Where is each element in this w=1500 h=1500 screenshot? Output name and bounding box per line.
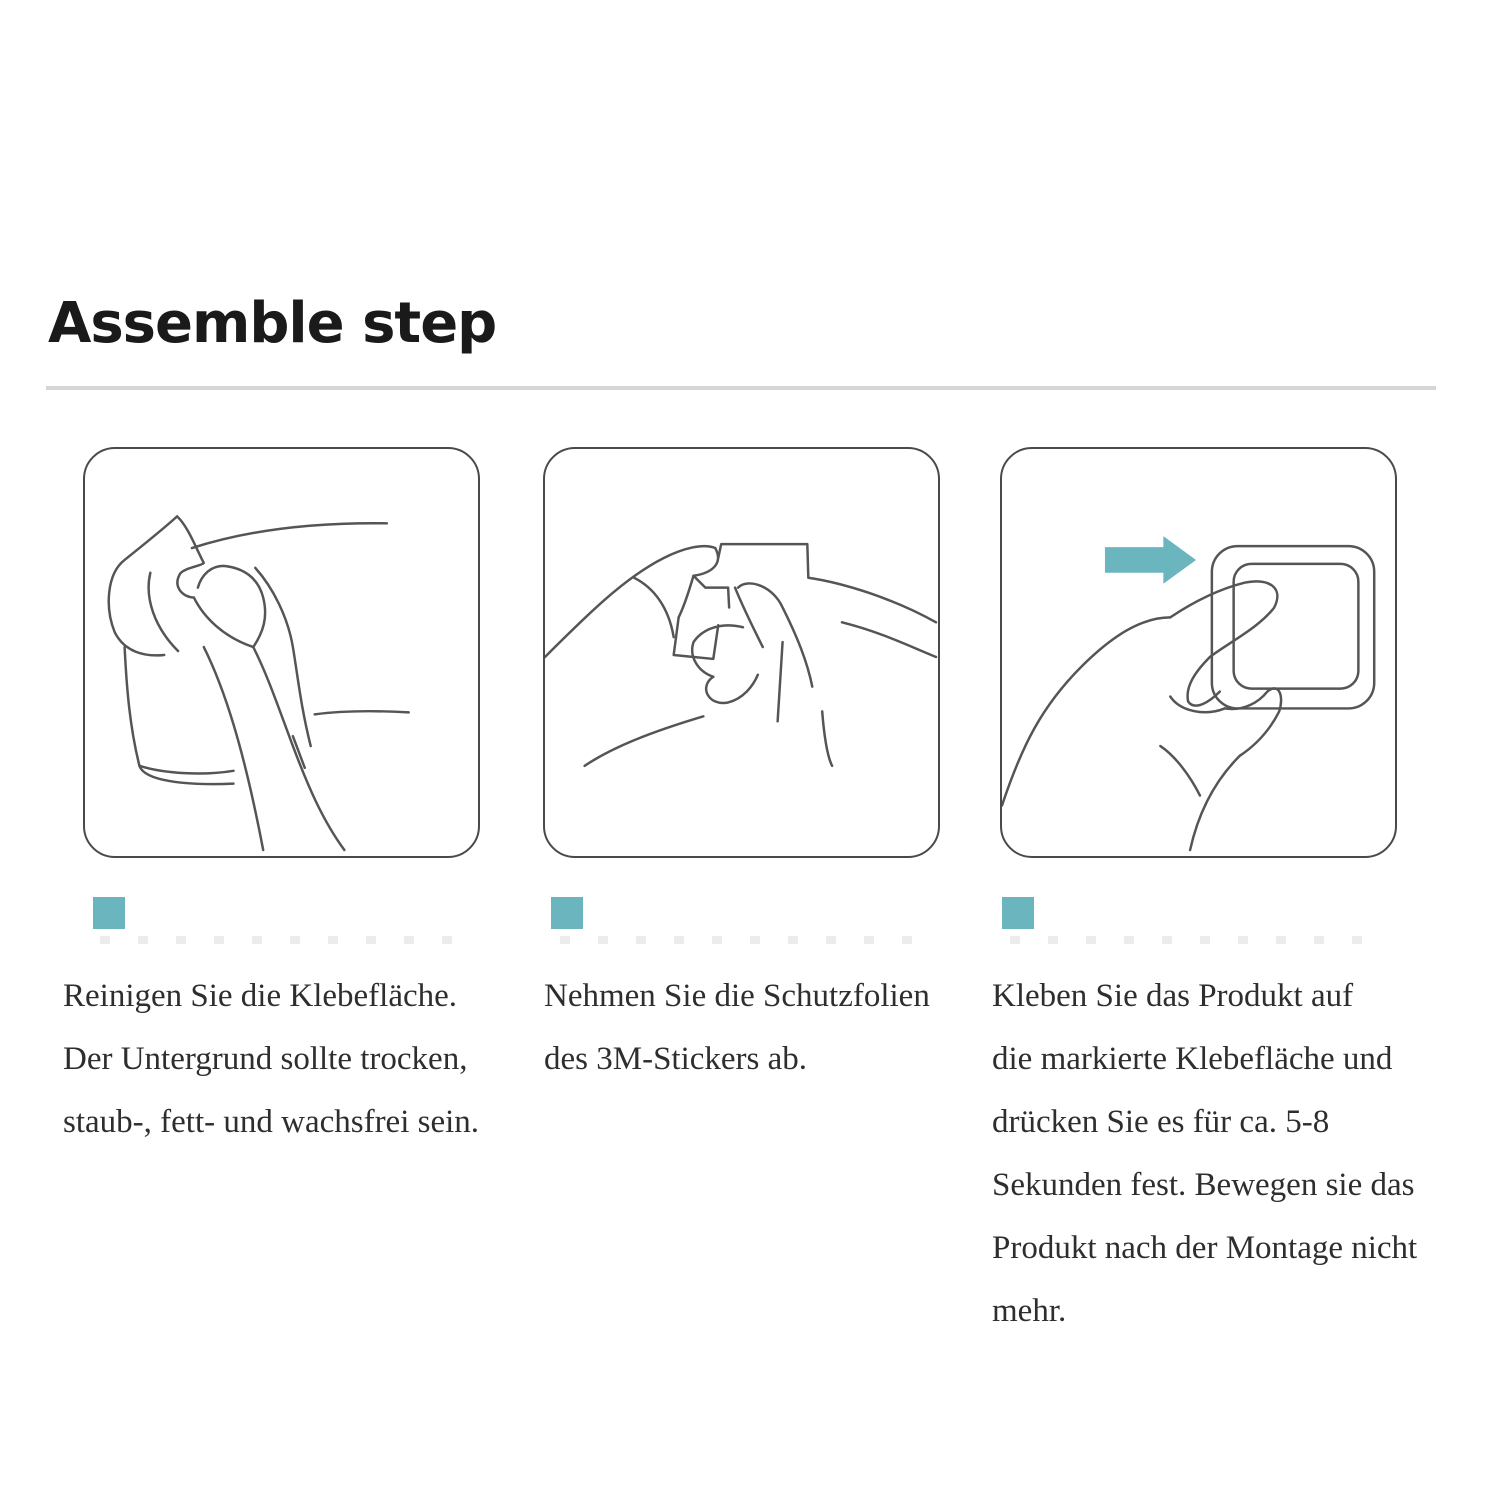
step-3-line-3: drücken Sie es für ca. 5-8 bbox=[992, 1104, 1330, 1140]
step-3-marker bbox=[1002, 897, 1034, 929]
step-3-illustration bbox=[1000, 447, 1397, 858]
step-1-illustration bbox=[83, 447, 480, 858]
step-2-line-2: des 3M-Stickers ab. bbox=[544, 1041, 808, 1077]
step-3-faint-caption bbox=[1010, 936, 1390, 944]
step-3-line-2: die markierte Klebefläche und bbox=[992, 1041, 1393, 1077]
page-title: Assemble step bbox=[48, 291, 497, 356]
step-1-text bbox=[63, 965, 479, 1154]
arrow-right-icon bbox=[1105, 536, 1196, 584]
step-2-text bbox=[544, 965, 930, 1091]
step-1-marker bbox=[93, 897, 125, 929]
wipe-surface-icon bbox=[85, 449, 478, 856]
step-2-line-1: Nehmen Sie die Schutzfolien bbox=[544, 978, 930, 1014]
step-1-line-3: staub-, fett- und wachsfrei sein. bbox=[63, 1104, 480, 1140]
peel-film-icon bbox=[545, 449, 938, 856]
step-3-line-6: mehr. bbox=[992, 1293, 1067, 1329]
step-3-line-5: Produkt nach der Montage nicht bbox=[992, 1230, 1418, 1266]
step-1-faint-caption bbox=[100, 936, 480, 944]
title-divider bbox=[46, 386, 1436, 390]
step-3-line-4: Sekunden fest. Bewegen sie das bbox=[992, 1167, 1415, 1203]
step-1-line-1: Reinigen Sie die Klebefläche. bbox=[63, 978, 458, 1014]
step-1-line-2: Der Untergrund sollte trocken, bbox=[63, 1041, 468, 1077]
press-sticker-icon bbox=[1002, 449, 1395, 856]
step-3-text bbox=[992, 965, 1417, 1343]
step-2-illustration bbox=[543, 447, 940, 858]
step-2-faint-caption bbox=[560, 936, 940, 944]
step-3-line-1: Kleben Sie das Produkt auf bbox=[992, 978, 1354, 1014]
step-2-marker bbox=[551, 897, 583, 929]
